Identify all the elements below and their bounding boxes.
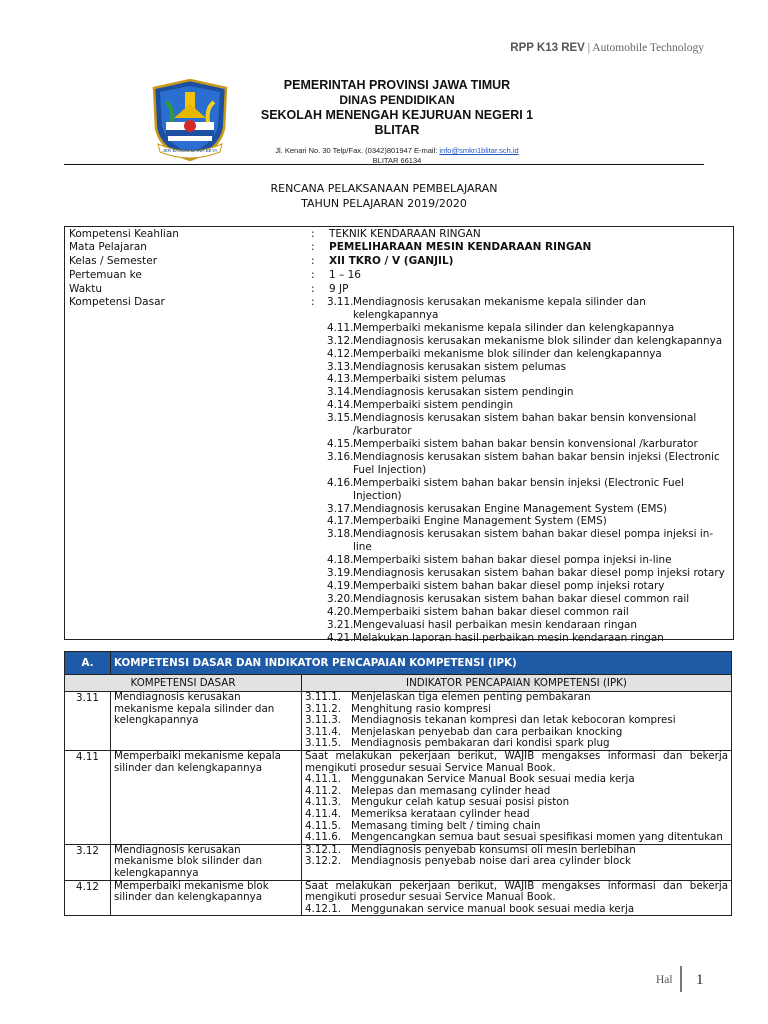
kd-description: Mendiagnosis kerusakan mekanisme kepala silinder dan kelengkapannya xyxy=(111,692,302,751)
ipk-cell xyxy=(302,692,732,751)
ipk-intro: Saat melakukan pekerjaan berikut, WAJIB mengakses informasi dan bekerja mengikuti prosedur sesuai Service Manual Book. xyxy=(305,879,728,904)
kd-text: Memperbaiki mekanisme blok silinder dan kelengkapannya xyxy=(353,347,662,360)
ipk-cell xyxy=(302,844,732,880)
ipk-intro: Saat melakukan pekerjaan berikut, WAJIB mengakses informasi dan bekerja mengikuti prosedur sesuai Service Manual Book. xyxy=(305,749,728,774)
kd-text: Memperbaiki sistem bahan bakar diesel common rail xyxy=(353,605,629,618)
running-header-subject: Automobile Technology xyxy=(592,42,704,54)
footer-divider xyxy=(680,966,682,992)
kd-item xyxy=(327,296,727,322)
kd-text: Memperbaiki sistem pendingin xyxy=(353,399,514,412)
kd-item xyxy=(327,632,727,645)
ipk-number: 3.12.1. xyxy=(305,843,342,856)
running-header-code: RPP K13 REV xyxy=(510,42,585,54)
letterhead-line3: SEKOLAH MENENGAH KEJURUAN NEGERI 1 xyxy=(260,108,534,122)
kd-text: Mendiagnosis kerusakan mekanisme kepala silinder dan kelengkapannya xyxy=(353,296,646,321)
kd-text: Melakukan laporan hasil perbaikan mesin kendaraan ringan xyxy=(353,631,664,644)
kd-number: 3.14. xyxy=(327,386,354,399)
letterhead-line2: DINAS PENDIDIKAN xyxy=(339,93,455,107)
ipk-number: 3.11.2. xyxy=(305,702,342,715)
kd-number: 3.15. xyxy=(327,412,354,425)
kd-text: Memperbaiki mekanisme kepala silinder dan kelengkapannya xyxy=(353,321,675,334)
kd-text: Mendiagnosis kerusakan sistem bahan bakar diesel pompa injeksi in-line xyxy=(353,528,714,554)
kd-item xyxy=(327,348,727,361)
kd-item xyxy=(327,477,727,503)
kd-item xyxy=(327,322,727,335)
address-city: BLITAR 66134 xyxy=(372,156,422,165)
info-row xyxy=(65,283,733,297)
running-header xyxy=(510,42,704,54)
ipk-item xyxy=(305,692,728,704)
info-label: Kompetensi Dasar xyxy=(69,296,165,308)
section-letter: A. xyxy=(65,652,111,675)
kd-item xyxy=(327,451,727,477)
kd-number: 4.18. xyxy=(327,554,354,567)
kd-item xyxy=(327,438,727,451)
kd-description: Memperbaiki mekanisme kepala silinder dan kelengkapannya xyxy=(111,750,302,844)
info-box xyxy=(64,226,734,644)
ipk-text: Menggunakan Service Manual Book sesuai media kerja xyxy=(351,773,635,786)
kd-item xyxy=(327,580,727,593)
table-row xyxy=(65,844,732,880)
ipk-text: Mendiagnosis penyebab noise dari area cylinder block xyxy=(351,855,631,868)
page-footer xyxy=(656,972,704,988)
kd-number: 3.16. xyxy=(327,450,354,463)
ipk-item xyxy=(305,832,728,844)
ipk-item xyxy=(305,856,728,868)
kd-code: 3.11 xyxy=(65,692,111,751)
kd-code: 3.12 xyxy=(65,844,111,880)
info-label: Pertemuan ke xyxy=(69,269,142,281)
kd-number: 3.20. xyxy=(327,592,354,605)
kd-number: 3.13. xyxy=(327,360,354,373)
info-label: Kompetensi Keahlian xyxy=(69,228,179,240)
info-value: PEMELIHARAAN MESIN KENDARAAN RINGAN xyxy=(329,241,592,253)
logo-motto: JER BASUKI MAWA BEYA xyxy=(162,148,218,153)
info-row xyxy=(65,241,733,255)
letterhead-address xyxy=(228,146,566,166)
kd-number: 4.17. xyxy=(327,515,354,528)
kd-number: 3.19. xyxy=(327,567,354,580)
ipk-number: 4.11.5. xyxy=(305,819,342,832)
ipk-item xyxy=(305,809,728,821)
info-label: Kelas / Semester xyxy=(69,255,158,267)
ipk-text: Menjelaskan penyebab dan cara perbaikan knocking xyxy=(351,725,623,738)
kd-text: Mendiagnosis kerusakan sistem bahan bakar bensin injeksi (Electronic Fuel Injection) xyxy=(353,450,720,476)
kd-text: Memperbaiki sistem pelumas xyxy=(353,373,506,386)
table-row xyxy=(65,880,732,916)
page-label: Hal xyxy=(656,974,673,986)
kd-item xyxy=(327,554,727,567)
kd-number: 4.12. xyxy=(327,347,354,360)
kd-item xyxy=(327,335,727,348)
kd-number: 4.20. xyxy=(327,605,354,618)
kd-item xyxy=(327,361,727,374)
ipk-item xyxy=(305,738,728,750)
kd-text: Memperbaiki sistem bahan bakar bensin konvensional /karburator xyxy=(353,437,698,450)
kd-number: 3.21. xyxy=(327,618,354,631)
ipk-number: 3.11.4. xyxy=(305,725,342,738)
kd-code: 4.11 xyxy=(65,750,111,844)
kd-number: 3.18. xyxy=(327,528,354,541)
kd-number: 4.15. xyxy=(327,437,354,450)
ipk-cell xyxy=(302,750,732,844)
kd-item xyxy=(327,515,727,528)
running-header-sep: | xyxy=(584,42,593,54)
letterhead-divider xyxy=(64,164,704,165)
ipk-number: 4.11.1. xyxy=(305,773,342,786)
kd-number: 4.16. xyxy=(327,476,354,489)
table-row xyxy=(65,692,732,751)
ipk-number: 4.11.2. xyxy=(305,784,342,797)
provincial-crest-logo xyxy=(148,78,232,162)
kd-text: Memperbaiki sistem bahan bakar bensin injeksi (Electronic Fuel Injection) xyxy=(353,476,684,502)
kd-text: Mendiagnosis kerusakan sistem bahan bakar diesel pomp injeksi rotary xyxy=(353,567,725,580)
column-header-row xyxy=(65,675,732,692)
kd-number: 4.19. xyxy=(327,579,354,592)
ipk-number: 4.11.4. xyxy=(305,807,342,820)
kompetensi-dasar-list xyxy=(327,296,727,644)
kd-text: Mendiagnosis kerusakan sistem pelumas xyxy=(353,360,567,373)
kd-item xyxy=(327,373,727,386)
ipk-number: 3.12.2. xyxy=(305,855,342,868)
kd-text: Memperbaiki sistem bahan bakar diesel pompa injeksi in-line xyxy=(353,554,672,567)
kd-number: 4.14. xyxy=(327,399,354,412)
ipk-text: Mendiagnosis pembakaran dari kondisi spark plug xyxy=(351,737,610,750)
section-header xyxy=(65,652,732,675)
kd-text: Mendiagnosis kerusakan Engine Management System (EMS) xyxy=(353,502,668,515)
kd-item xyxy=(327,503,727,516)
page-number: 1 xyxy=(696,972,704,988)
kd-item xyxy=(327,528,727,554)
kd-text: Memperbaiki Engine Management System (EMS) xyxy=(353,515,607,528)
document-year: TAHUN PELAJARAN 2019/2020 xyxy=(301,197,467,210)
document-title: RENCANA PELAKSANAAN PEMBELAJARAN xyxy=(270,182,498,195)
ipk-number: 4.11.6. xyxy=(305,831,342,844)
letterhead-line4: BLITAR xyxy=(374,123,420,137)
kd-text: Memperbaiki sistem bahan bakar diesel pomp injeksi rotary xyxy=(353,579,665,592)
info-value: XII TKRO / V (GANJIL) xyxy=(329,255,454,267)
ipk-text: Mendiagnosis penyebab konsumsi oli mesin berlebihan xyxy=(351,843,636,856)
kd-text: Mendiagnosis kerusakan sistem bahan bakar diesel common rail xyxy=(353,592,690,605)
info-colon: : xyxy=(311,255,315,267)
kd-item xyxy=(327,567,727,580)
kd-item xyxy=(327,606,727,619)
ipk-number: 4.12.1. xyxy=(305,902,342,915)
ipk-text: Menggunakan service manual book sesuai media kerja xyxy=(351,902,635,915)
kd-item xyxy=(327,412,727,438)
ipk-number: 3.11.5. xyxy=(305,737,342,750)
kd-item xyxy=(327,593,727,606)
ipk-text: Mendiagnosis tekanan kompresi dan letak kebocoran kompresi xyxy=(351,714,676,727)
info-row xyxy=(65,255,733,269)
kd-number: 3.12. xyxy=(327,334,354,347)
ipk-text: Menghitung rasio kompresi xyxy=(351,702,491,715)
info-colon: : xyxy=(311,228,315,240)
ipk-item xyxy=(305,904,728,916)
kd-text: Mendiagnosis kerusakan sistem bahan bakar bensin konvensional /karburator xyxy=(353,412,697,438)
kd-description: Mendiagnosis kerusakan mekanisme blok silinder dan kelengkapannya xyxy=(111,844,302,880)
kd-text: Mendiagnosis kerusakan sistem pendingin xyxy=(353,386,574,399)
info-row xyxy=(65,269,733,283)
info-colon: : xyxy=(311,283,315,295)
ipk-number: 4.11.3. xyxy=(305,796,342,809)
ipk-text: Mengukur celah katup sesuai posisi piston xyxy=(351,796,570,809)
kd-text: Mengevaluasi hasil perbaikan mesin kendaraan ringan xyxy=(353,618,638,631)
kd-ipk-table xyxy=(64,651,732,916)
kd-number: 3.11. xyxy=(327,296,354,308)
info-label: Mata Pelajaran xyxy=(69,241,147,253)
ipk-item xyxy=(305,774,728,786)
kd-text: Mendiagnosis kerusakan mekanisme blok silinder dan kelengkapannya xyxy=(353,334,723,347)
ipk-text: Menjelaskan tiga elemen penting pembakaran xyxy=(351,691,591,703)
info-label: Waktu xyxy=(69,283,102,295)
ipk-number: 3.11.3. xyxy=(305,714,342,727)
kd-item xyxy=(327,399,727,412)
table-row xyxy=(65,750,732,844)
kd-item xyxy=(327,619,727,632)
kd-description: Memperbaiki mekanisme blok silinder dan kelengkapannya xyxy=(111,880,302,916)
info-colon: : xyxy=(311,296,315,308)
ipk-text: Memasang timing belt / timing chain xyxy=(351,819,541,832)
kd-number: 4.13. xyxy=(327,373,354,386)
col-header-kd: KOMPETENSI DASAR xyxy=(65,675,302,692)
col-header-ipk: INDIKATOR PENCAPAIAN KOMPETENSI (IPK) xyxy=(302,675,732,692)
info-colon: : xyxy=(311,269,315,281)
kd-number: 4.11. xyxy=(327,321,354,334)
ipk-text: Mengencangkan semua baut sesuai spesifikasi momen yang ditentukan xyxy=(351,831,723,844)
address-text: Jl. Kenari No. 30 Telp/Fax. (0342)801947 E-mail: xyxy=(275,146,440,155)
info-row xyxy=(65,228,733,242)
info-colon: : xyxy=(311,241,315,253)
kd-item xyxy=(327,386,727,399)
ipk-cell xyxy=(302,880,732,916)
letterhead xyxy=(228,78,566,166)
info-value: TEKNIK KENDARAAN RINGAN xyxy=(329,228,481,240)
email-link[interactable]: info@smkn1blitar.sch.id xyxy=(439,146,519,155)
ipk-number: 3.11.1. xyxy=(305,691,342,703)
section-title: KOMPETENSI DASAR DAN INDIKATOR PENCAPAIAN KOMPETENSI (IPK) xyxy=(111,652,732,675)
info-value: 9 JP xyxy=(329,283,349,295)
kd-number: 3.17. xyxy=(327,502,354,515)
info-value: 1 – 16 xyxy=(329,269,361,281)
letterhead-line1: PEMERINTAH PROVINSI JAWA TIMUR xyxy=(283,78,511,92)
ipk-text: Melepas dan memasang cylinder head xyxy=(351,784,551,797)
kd-number: 4.21. xyxy=(327,631,354,644)
ipk-text: Memeriksa kerataan cylinder head xyxy=(351,807,530,820)
kd-code: 4.12 xyxy=(65,880,111,916)
